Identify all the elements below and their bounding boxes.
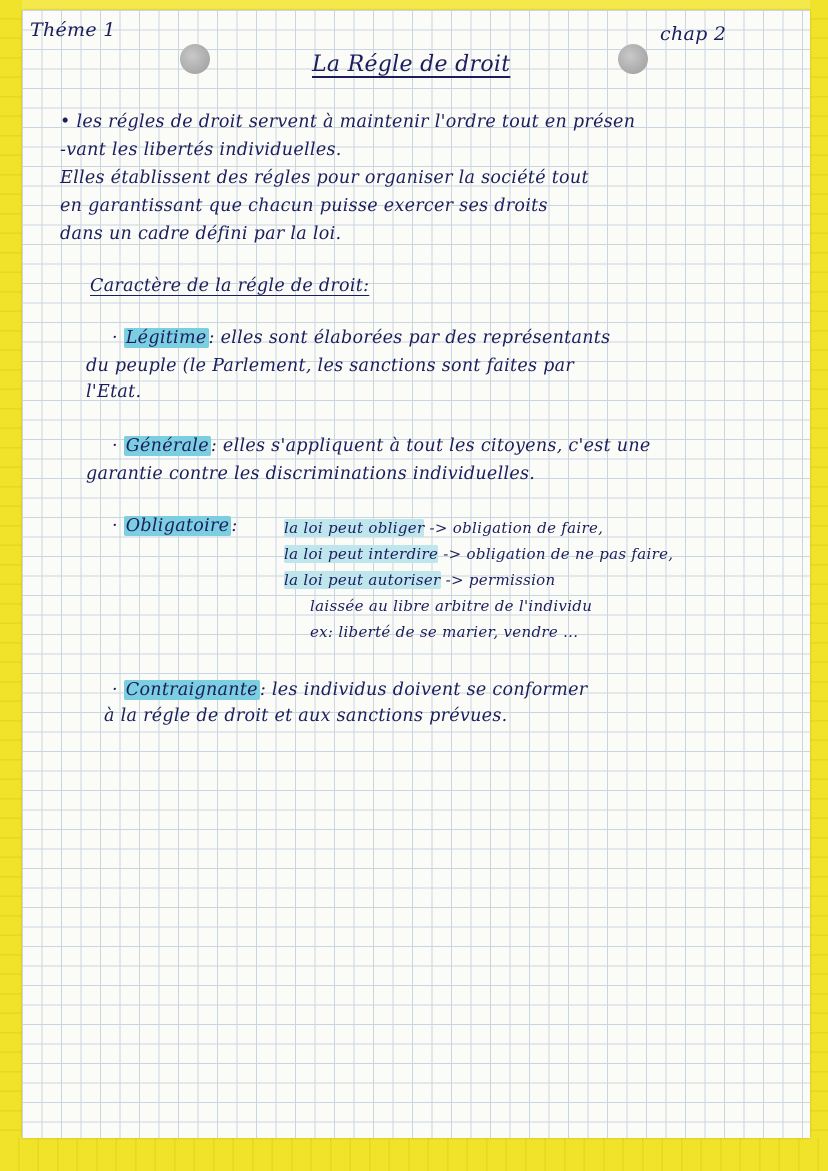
generale-term: Générale (125, 436, 209, 456)
generale-line-1 (112, 436, 651, 457)
intro-line-4: en garantissant que chacun puisse exercer ses droits (60, 196, 548, 216)
contraignante-line-2: à la régle de droit et aux sanctions prévues. (104, 706, 508, 726)
rule-3-highlight: la loi peut autoriser (284, 571, 441, 589)
rule-2-highlight: la loi peut interdire (284, 545, 439, 563)
rule-1-highlight: la loi peut obliger (284, 519, 425, 537)
obligatoire-line-4: laissée au libre arbitre de l'individu (310, 597, 593, 615)
legitime-line-3: l'Etat. (86, 382, 142, 402)
rule-2-consequence: -> obligation de ne pas faire, (443, 545, 674, 563)
rule-1-consequence: -> obligation de faire, (429, 519, 604, 537)
legitime-text-1: : elles sont élaborées par des représentants (208, 328, 611, 348)
obligatoire-rule-2 (284, 544, 673, 565)
page-title: La Régle de droit (312, 52, 511, 77)
page-edge-bottom (0, 1138, 828, 1171)
theme-label: Théme 1 (30, 19, 116, 41)
obligatoire-rule-1 (284, 518, 603, 539)
contraignante-term: Contraignante (125, 680, 258, 700)
generale-line-2: garantie contre les discriminations individuelles. (86, 464, 536, 484)
obligatoire-example: ex: liberté de se marier, vendre ... (310, 623, 579, 641)
rule-3-consequence: -> permission (445, 571, 556, 589)
legitime-term: Légitime (125, 328, 207, 348)
page-edge-left (0, 0, 22, 1171)
bullet: · (112, 328, 118, 348)
punch-hole-left (180, 44, 210, 74)
page-edge-right (810, 0, 828, 1171)
contraignante-line-1 (112, 680, 587, 701)
obligatoire-sep: : (231, 516, 238, 536)
generale-text-1: : elles s'appliquent à tout les citoyens, c'est une (210, 436, 651, 456)
punch-hole-right (618, 44, 648, 74)
intro-line-3: Elles établissent des régles pour organiser la société tout (60, 168, 589, 188)
bullet: · (112, 680, 118, 700)
chapter-label: chap 2 (660, 23, 727, 45)
obligatoire-rule-3 (284, 570, 555, 591)
legitime-line-2: du peuple (le Parlement, les sanctions sont faites par (86, 356, 575, 376)
section-heading: Caractère de la régle de droit: (90, 276, 370, 296)
intro-line-2: -vant les libertés individuelles. (60, 140, 342, 160)
obligatoire-line-1 (112, 516, 238, 537)
intro-line-5: dans un cadre défini par la loi. (60, 224, 342, 244)
contraignante-text-1: : les individus doivent se conformer (259, 680, 588, 700)
bullet: · (112, 516, 118, 536)
legitime-line-1 (112, 328, 610, 349)
intro-line-1: • les régles de droit servent à maintenir l'ordre tout en présen (60, 112, 636, 132)
obligatoire-term: Obligatoire (125, 516, 230, 536)
bullet: · (112, 436, 118, 456)
